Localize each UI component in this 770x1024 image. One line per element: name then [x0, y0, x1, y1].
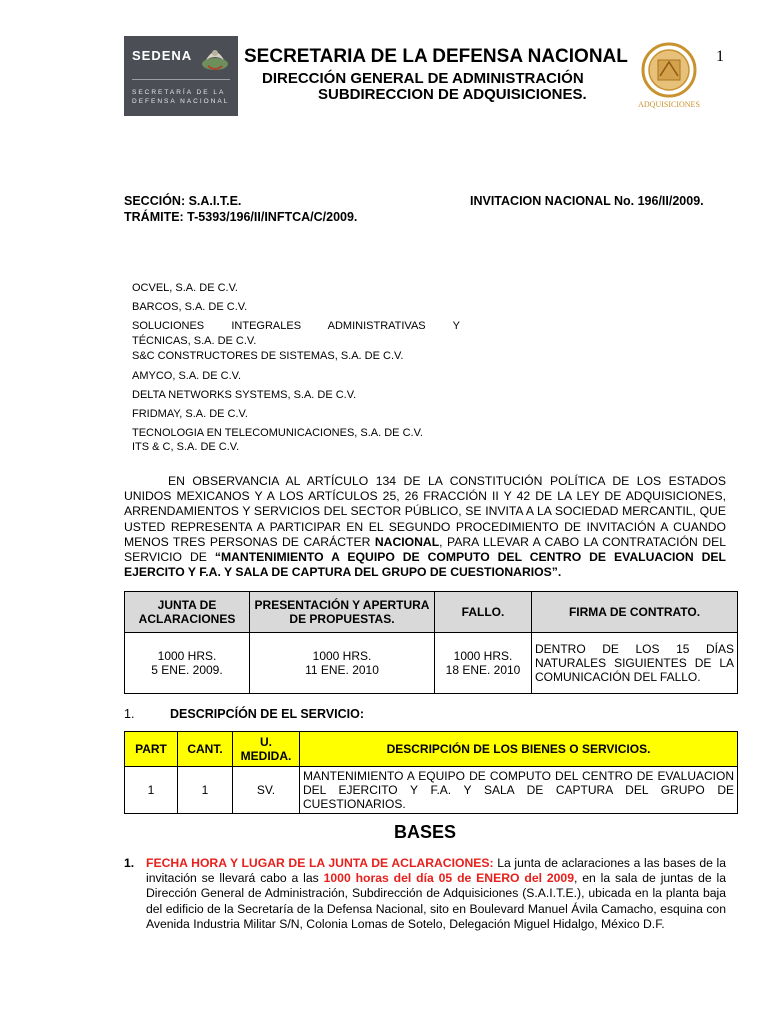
- logo-subtitle: [132, 88, 229, 106]
- company-item: AMYCO, S.A. DE C.V.: [132, 370, 242, 382]
- cell-line: 1000 HRS.: [157, 649, 217, 663]
- schedule-table: [124, 591, 738, 694]
- table-header-cell: DESCRIPCIÓN DE LOS BIENES O SERVICIOS.: [300, 732, 738, 767]
- company-item: OCVEL, S.A. DE C.V.: [132, 282, 238, 294]
- bases-item-1: [146, 856, 726, 932]
- tramite-label: TRÁMITE: T-5393/196/II/INFTCA/C/2009.: [124, 210, 358, 224]
- logo-subtitle-line1: SECRETARÍA DE LA: [132, 89, 226, 96]
- table-header-cell: JUNTA DE ACLARACIONES: [125, 592, 250, 633]
- intro-text-2: , PARA LLEVAR A CABO LA CONTRATACIÓN DEL SERVICIO DE: [124, 534, 726, 565]
- table-cell: 1: [178, 767, 233, 814]
- company-item: BARCOS, S.A. DE C.V.: [132, 301, 248, 313]
- cell-line: 1000 HRS.: [453, 649, 513, 663]
- intro-bold-nacional: NACIONAL: [374, 534, 440, 549]
- table-row: [125, 767, 738, 814]
- seal-text: ADQUISICIONES: [638, 100, 700, 109]
- company-item: ITS & C, S.A. DE C.V.: [132, 441, 240, 453]
- invitacion-number: INVITACION NACIONAL No. 196/II/2009.: [470, 194, 704, 208]
- table-header-cell: FALLO.: [435, 592, 532, 633]
- table-header-cell: PRESENTACIÓN Y APERTURA DE PROPUESTAS.: [250, 592, 435, 633]
- intro-text-1: EN OBSERVANCIA AL ARTÍCULO 134 DE LA CONSTITUCIÓN POLÍTICA DE LOS ESTADOS UNIDOS MEXICANOS Y A LOS ARTÍCULOS 25, 26 FRACCIÓN II Y 42 DE LA LEY DE ADQUISICIONES, ARRENDAMIENTOS Y SERVICIOS DEL SECTOR PÚBLICO, SE INVITA A LA SOCIEDAD MERCANTIL, QUE USTED REPRESENTA A PARTICIPAR EN EL SEGUNDO PROCEDIMIENTO DE INVITACIÓN A CUANDO MENOS TRES PERSONAS DE CARÁCTER: [124, 474, 726, 549]
- table-header-cell: U. MEDIDA.: [233, 732, 300, 767]
- bases-item-text-1: La junta de aclaraciones a las bases de la invitación se llevará cabo a las: [146, 856, 726, 886]
- document-subtitle-2: SUBDIRECCION DE ADQUISICIONES.: [318, 86, 587, 103]
- company-item: SOLUCIONES INTEGRALES ADMINISTRATIVAS Y: [132, 320, 460, 332]
- sedena-logo: [124, 36, 238, 116]
- cell-line: 1000 HRS.: [312, 649, 372, 663]
- cell-line: 5 ENE. 2009.: [151, 663, 223, 677]
- cell-line: 11 ENE. 2010: [305, 663, 379, 677]
- page-number: 1: [716, 48, 724, 65]
- table-cell: MANTENIMIENTO A EQUIPO DE COMPUTO DEL CENTRO DE EVALUACION DEL EJERCITO Y F.A. Y SALA DE CAPTURA DEL GRUPO DE CUESTIONARIOS.: [300, 767, 738, 814]
- service-table: [124, 731, 738, 814]
- seccion-label: SECCIÓN: S.A.I.T.E.: [124, 194, 242, 208]
- bases-item-highlight: 1000 horas del día 05 de ENERO del 2009: [323, 871, 574, 886]
- adquisiciones-seal-icon: [636, 40, 702, 110]
- logo-subtitle-line2: DEFENSA NACIONAL: [132, 98, 230, 105]
- table-row: [125, 633, 738, 694]
- table-header-cell: CANT.: [178, 732, 233, 767]
- company-item: TÉCNICAS, S.A. DE C.V.: [132, 335, 257, 347]
- table-header-cell: PART: [125, 732, 178, 767]
- bases-item-title: FECHA HORA Y LUGAR DE LA JUNTA DE ACLARACIONES:: [146, 856, 494, 870]
- table-cell: [125, 633, 250, 694]
- service-section-number: 1.: [124, 707, 135, 721]
- bases-item-number: 1.: [124, 856, 135, 870]
- company-item: TECNOLOGIA EN TELECOMUNICACIONES, S.A. DE C.V.: [132, 427, 423, 439]
- logo-brand: SEDENA: [132, 48, 193, 63]
- table-cell: [250, 633, 435, 694]
- bases-item-text-2: , en la sala de juntas de la Dirección General de Administración, Subdirección de Adquisiciones (S.A.I.T.E.), ubicada en la planta baja del edificio de la Secretaría de la Defensa Nacional, sito en Boulevard Manuel Ávila Camacho, esquina con Avenida Industria Militar S/N, Colonia Lomas de Sotelo, Delegación Miguel Hidalgo, México D.F.: [146, 871, 727, 931]
- company-item: DELTA NETWORKS SYSTEMS, S.A. DE C.V.: [132, 389, 357, 401]
- table-cell: SV.: [233, 767, 300, 814]
- cell-line: 18 ENE. 2010: [445, 663, 521, 677]
- table-header-row: [125, 732, 738, 767]
- logo-divider: [132, 79, 230, 80]
- company-item: FRIDMAY, S.A. DE C.V.: [132, 408, 248, 420]
- service-section-title: DESCRIPCÍÓN DE EL SERVICIO:: [170, 707, 365, 721]
- table-header-cell: FIRMA DE CONTRATO.: [532, 592, 738, 633]
- bases-heading: BASES: [394, 822, 457, 842]
- document-subtitle-1: DIRECCIÓN GENERAL DE ADMINISTRACIÓN: [262, 70, 584, 87]
- table-cell: [435, 633, 532, 694]
- table-cell: 1: [125, 767, 178, 814]
- intro-bold-service: “MANTENIMIENTO A EQUIPO DE COMPUTO DEL CENTRO DE EVALUACION DEL EJERCITO Y F.A. Y SALA DE CAPTURA DEL GRUPO DE CUESTIONARIOS”.: [124, 550, 726, 580]
- eagle-emblem-icon: [198, 42, 232, 74]
- table-cell: DENTRO DE LOS 15 DÍAS NATURALES SIGUIENTES DE LA COMUNICACIÓN DEL FALLO.: [532, 633, 738, 694]
- table-header-row: [125, 592, 738, 633]
- document-title: SECRETARIA DE LA DEFENSA NACIONAL: [244, 46, 628, 67]
- intro-paragraph: [124, 474, 726, 580]
- company-item: S&C CONSTRUCTORES DE SISTEMAS, S.A. DE C.V.: [132, 350, 404, 362]
